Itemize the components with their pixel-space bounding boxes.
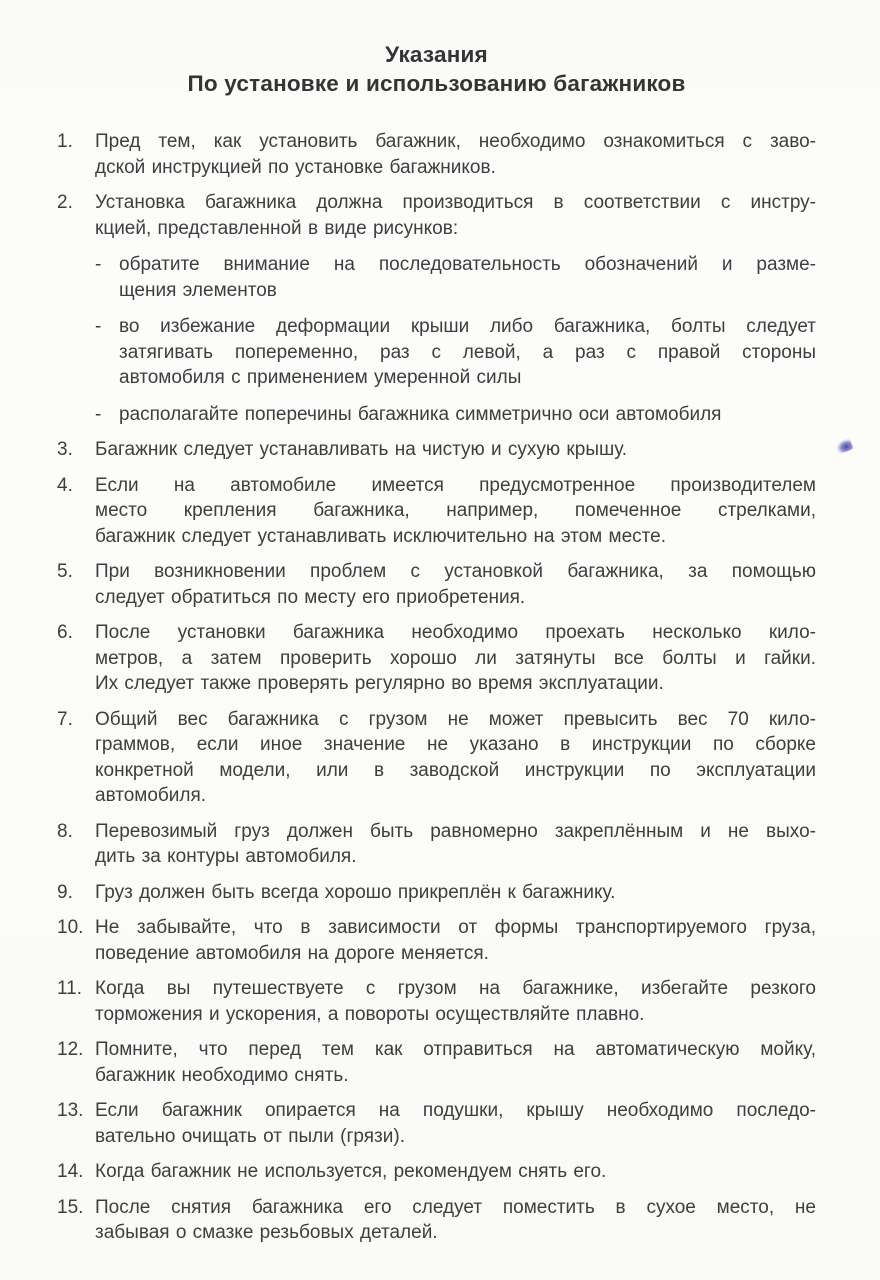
item-text: [95, 1037, 816, 1088]
item-text: [95, 620, 816, 697]
list-item: [57, 559, 816, 610]
sub-list-item: [95, 314, 816, 391]
text-line: кцией, представленной в виде рисунков:: [95, 217, 459, 239]
text-line: Если багажник опирается на подушки, крышу необходимо последо-: [95, 1100, 816, 1121]
text-line: Когда багажник не используется, рекомендуем снять его.: [95, 1161, 607, 1182]
item-number: 15.: [57, 1196, 84, 1218]
item-text: [95, 707, 816, 809]
item-number: 14.: [57, 1161, 84, 1182]
item-text: [95, 129, 816, 180]
list-item: [57, 976, 816, 1027]
text-line: забывая о смазке резьбовых деталей.: [95, 1222, 438, 1243]
text-line: При возникновении проблем с установкой багажника, за помощью: [95, 561, 816, 582]
text-line: После снятия багажника его следует поместить в сухое место, не: [95, 1196, 816, 1218]
list-item: [57, 1098, 816, 1149]
item-text: [95, 1098, 816, 1149]
text-line: Груз должен быть всегда хорошо прикреплён к багажнику.: [95, 881, 616, 903]
list-item: [57, 1195, 816, 1246]
item-text: [95, 819, 816, 870]
item-number: 1.: [57, 131, 73, 152]
list-item: [57, 437, 816, 463]
list-item: [57, 915, 816, 966]
item-number: 13.: [57, 1100, 84, 1121]
item-number: 4.: [57, 474, 73, 496]
list-item: [57, 190, 816, 427]
text-line: затягивать попеременно, раз с левой, а раз с правой стороны: [119, 341, 816, 363]
item-number: 9.: [57, 881, 73, 903]
text-line: Если на автомобиле имеется предусмотренное производителем: [95, 474, 816, 496]
text-line: Помните, что перед тем как отправиться на автоматическую мойку,: [95, 1039, 816, 1060]
text-line: щения элементов: [119, 279, 277, 301]
item-text: [95, 1159, 816, 1185]
item-text: [95, 437, 816, 463]
document-title: [57, 40, 816, 98]
list-item: [57, 1159, 816, 1185]
item-text: [95, 1195, 816, 1246]
text-line: конкретной модели, или в заводской инструкции по эксплуатации: [95, 759, 816, 781]
sub-list-item: [95, 252, 816, 303]
text-line: поведение автомобиля на дороге меняется.: [95, 942, 489, 964]
text-line: располагайте поперечины багажника симметрично оси автомобиля: [119, 403, 722, 425]
item-text: [95, 190, 816, 427]
list-item: [57, 1037, 816, 1088]
title-line-2: По установке и использованию багажников: [187, 71, 686, 96]
item-number: 5.: [57, 561, 73, 582]
text-line: Их следует также проверять регулярно во время эксплуатации.: [95, 673, 664, 694]
text-line: Пред тем, как установить багажник, необходимо ознакомиться с заво-: [95, 131, 816, 152]
item-number: 3.: [57, 439, 73, 460]
list-item: [57, 819, 816, 870]
text-line: дской инструкцией по установке багажников.: [95, 156, 496, 178]
text-line: во избежание деформации крыши либо багажника, болты следует: [119, 316, 816, 337]
text-line: торможения и ускорения, а повороты осуществляйте плавно.: [95, 1003, 645, 1025]
item-number: 8.: [57, 820, 73, 842]
item-text: [95, 559, 816, 610]
text-line: дить за контуры автомобиля.: [95, 846, 357, 867]
item-text: [95, 880, 816, 906]
dash-marker: -: [95, 403, 102, 425]
text-line: Установка багажника должна производиться в соответствии с инстру-: [95, 192, 816, 213]
text-line: багажник следует устанавливать исключительно на этом месте.: [95, 525, 666, 547]
item-text: [95, 473, 816, 550]
text-line: автомобиля.: [95, 785, 207, 806]
title-line-1: Указания: [385, 42, 488, 67]
dash-marker: -: [95, 316, 102, 337]
text-line: Когда вы путешествуете с грузом на багажнике, избегайте резкого: [95, 978, 816, 999]
sub-item-text: [119, 402, 816, 428]
item-text: [95, 915, 816, 966]
sub-list-item: [95, 402, 816, 428]
text-line: багажник необходимо снять.: [95, 1064, 349, 1086]
text-line: Перевозимый груз должен быть равномерно закреплённым и не выхо-: [95, 820, 816, 842]
list-item: [57, 880, 816, 906]
list-item: [57, 473, 816, 550]
item-number: 6.: [57, 622, 73, 643]
item-number: 12.: [57, 1039, 84, 1060]
item-number: 10.: [57, 917, 84, 938]
list-item: [57, 129, 816, 180]
text-line: Не забывайте, что в зависимости от формы транспортируемого груза,: [95, 917, 816, 938]
text-line: обратите внимание на последовательность обозначений и разме-: [119, 254, 816, 275]
item-number: 2.: [57, 192, 73, 213]
item-number: 11.: [57, 978, 83, 999]
text-line: Багажник следует устанавливать на чистую и сухую крышу.: [95, 439, 628, 460]
list-item: [57, 707, 816, 809]
text-line: метров, а затем проверить хорошо ли затянуты все болты и гайки.: [95, 647, 816, 669]
item-text: [95, 976, 816, 1027]
list-item: [57, 620, 816, 697]
dash-marker: -: [95, 254, 102, 275]
text-line: следует обратиться по месту его приобретения.: [95, 586, 526, 608]
text-line: автомобиля с применением умеренной силы: [119, 367, 522, 388]
sub-item-text: [119, 252, 816, 303]
text-line: Общий вес багажника с грузом не может превысить вес 70 кило-: [95, 708, 816, 730]
text-line: место крепления багажника, например, помеченное стрелками,: [95, 500, 816, 521]
text-line: вательно очищать от пыли (грязи).: [95, 1125, 405, 1147]
sub-item-text: [119, 314, 816, 391]
text-line: граммов, если иное значение не указано в инструкции по сборке: [95, 734, 816, 755]
text-line: После установки багажника необходимо проехать несколько кило-: [95, 622, 816, 643]
item-number: 7.: [57, 708, 73, 730]
instruction-list: [57, 129, 816, 1246]
